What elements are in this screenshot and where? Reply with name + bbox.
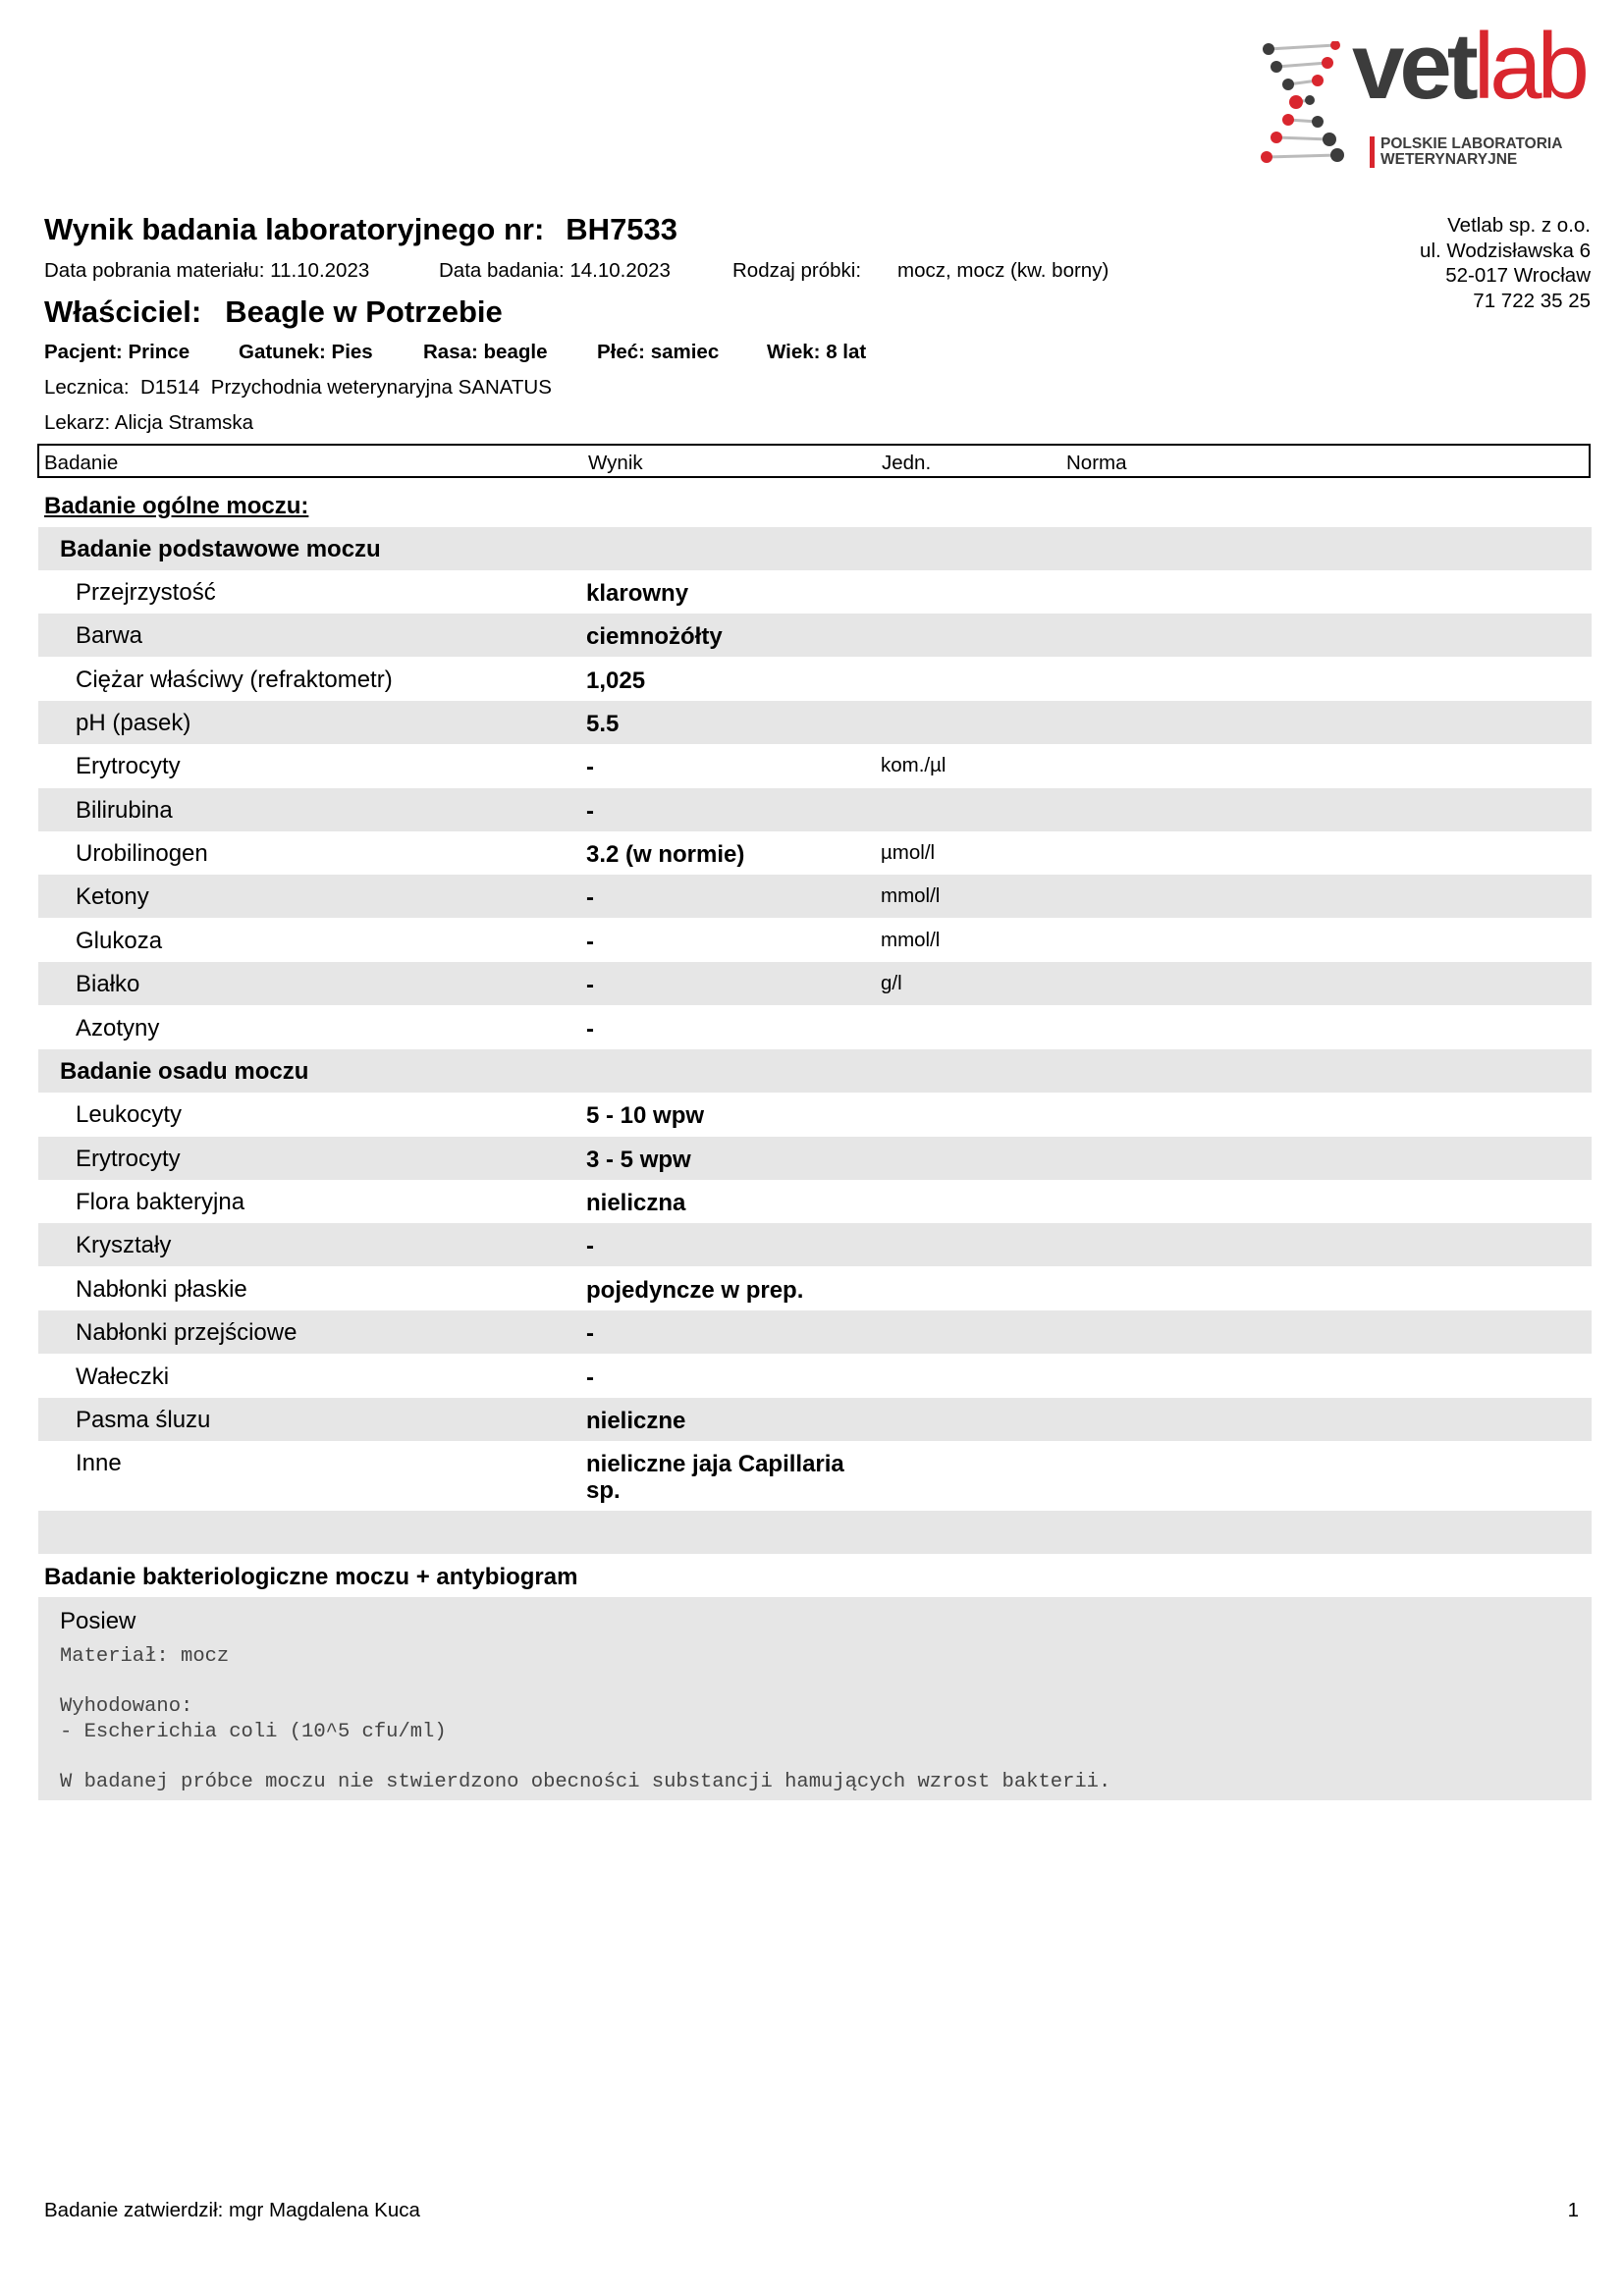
column-result: Wynik (588, 452, 643, 474)
result-row: Ciężar właściwy (refraktometr) 1,025 (76, 667, 646, 694)
result-row: Inne nieliczne jaja Capillaria sp. (76, 1450, 844, 1504)
result-row: Przejrzystość klarowny (76, 579, 689, 607)
doctor: Lekarz: Alicja Stramska (44, 411, 254, 434)
patient-name: Pacjent: Prince (44, 341, 190, 363)
page-number: 1 (1567, 2199, 1579, 2221)
test-date: Data badania: 14.10.2023 (439, 259, 671, 282)
sample-type: mocz, mocz (kw. borny) (897, 259, 1109, 282)
culture-report (60, 1644, 1110, 1794)
result-row: Ketony - mmol/l (38, 875, 1592, 918)
culture-label: Posiew (60, 1608, 136, 1634)
table-footer-bar (38, 1511, 1592, 1554)
group-header: Badanie podstawowe moczu (38, 527, 1592, 570)
patient-sex: Płeć: samiec (597, 341, 720, 363)
group-header: Badanie osadu moczu (38, 1049, 1592, 1093)
column-unit: Jedn. (882, 452, 932, 474)
sample-type-label: Rodzaj próbki: (732, 259, 862, 282)
result-row: Erytrocyty - kom./µl (76, 753, 947, 780)
vetlab-logo (1259, 14, 1593, 174)
result-row: Kryształy - (38, 1223, 1592, 1266)
dna-helix-icon (1259, 41, 1352, 169)
logo-tagline: POLSKIE LABORATORIA WETERYNARYJNE (1370, 136, 1562, 168)
result-row: Azotyny - (76, 1015, 594, 1042)
collection-date: Data pobrania materiału: 11.10.2023 (44, 259, 370, 282)
column-norm: Norma (1066, 452, 1127, 474)
report-title: Wynik badania laboratoryjnego nr: BH7533 (44, 212, 678, 246)
approved-by: Badanie zatwierdził: mgr Magdalena Kuca (44, 2199, 420, 2221)
culture-box (38, 1597, 1592, 1800)
owner: Właściciel: Beagle w Potrzebie (44, 294, 503, 329)
result-row: Barwa ciemnożółty (38, 614, 1592, 657)
section-title: Badanie ogólne moczu: (44, 493, 309, 519)
report-number: BH7533 (566, 212, 678, 246)
column-test: Badanie (44, 452, 119, 474)
patient-species: Gatunek: Pies (239, 341, 373, 363)
cultured-organism: - Escherichia coli (10^5 cfu/ml) (60, 1720, 447, 1743)
result-row: Flora bakteryjna nieliczna (76, 1189, 686, 1216)
result-row: Nabłonki płaskie pojedyncze w prep. (76, 1276, 804, 1304)
table-header (37, 444, 1591, 478)
result-row: Glukoza - mmol/l (76, 928, 941, 955)
bacteriology-title: Badanie bakteriologiczne moczu + antybiogram (44, 1564, 578, 1590)
result-row: Wałeczki - (76, 1363, 594, 1391)
result-row: Leukocyty 5 - 10 wpw (76, 1101, 705, 1129)
company-address: Vetlab sp. z o.o. ul. Wodzisławska 6 52-017 Wrocław 71 722 35 25 (1420, 214, 1591, 312)
culture-note: W badanej próbce moczu nie stwierdzono obecności substancji hamujących wzrost bakterii. (60, 1770, 1111, 1793)
patient-breed: Rasa: beagle (423, 341, 548, 363)
patient-age: Wiek: 8 lat (767, 341, 867, 363)
result-row: Pasma śluzu nieliczne (38, 1398, 1592, 1441)
result-row: Erytrocyty 3 - 5 wpw (38, 1137, 1592, 1180)
result-row: Nabłonki przejściowe - (38, 1310, 1592, 1354)
result-row: pH (pasek) 5.5 (38, 701, 1592, 744)
result-row: Bilirubina - (38, 788, 1592, 831)
clinic: Lecznica: D1514 Przychodnia weterynaryjna SANATUS (44, 376, 552, 399)
result-row: Białko - g/l (38, 962, 1592, 1005)
result-row: Urobilinogen 3.2 (w normie) µmol/l (76, 840, 936, 868)
cultured-label: Wyhodowano: (60, 1695, 193, 1718)
logo-wordmark: vetlab (1352, 14, 1585, 119)
culture-material: Materiał: mocz (60, 1645, 230, 1668)
